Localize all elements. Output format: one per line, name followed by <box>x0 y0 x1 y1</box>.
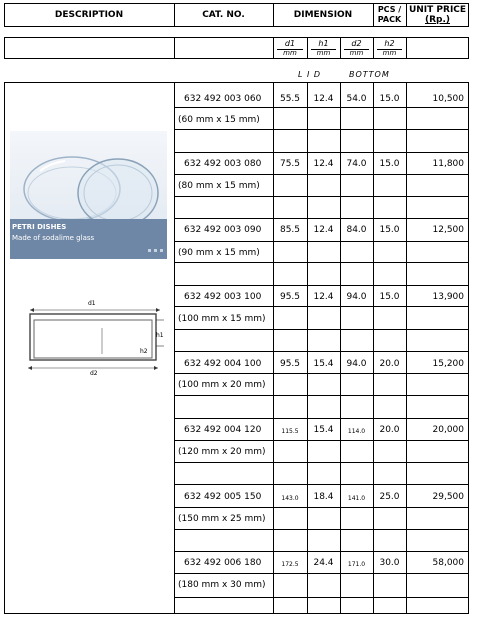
row-divider <box>174 484 469 485</box>
cat-no-header: CAT. NO. <box>202 10 245 20</box>
pcs-pack-line2: PACK <box>377 15 402 24</box>
h2-value: 15.0 <box>379 292 400 302</box>
diagram-h1: h1 <box>156 332 164 339</box>
row-divider <box>174 529 469 530</box>
row-divider <box>174 373 469 374</box>
row-divider <box>174 107 469 108</box>
price-value: 15,200 <box>432 359 464 369</box>
row-divider <box>174 551 469 552</box>
h1-label: h1 <box>318 39 329 48</box>
d1-label: d1 <box>284 39 296 48</box>
cat-no: 632 492 004 120 <box>184 425 262 435</box>
pcs-pack-header <box>373 3 406 27</box>
subheader-divider <box>174 37 175 59</box>
d1-value: 75.5 <box>279 159 301 169</box>
size-text: (120 mm x 20 mm) <box>178 447 266 457</box>
price-value: 11,800 <box>432 159 464 169</box>
row-divider <box>174 597 469 598</box>
row-divider <box>174 306 469 307</box>
h2-value: 20.0 <box>379 359 400 369</box>
row-divider <box>174 285 469 286</box>
diagram-d2: d2 <box>90 370 98 377</box>
product-photo <box>10 131 167 259</box>
d1-value: 95.5 <box>279 292 301 302</box>
photo-subtitle: Made of sodalime glass <box>12 234 95 242</box>
cat-no: 632 492 003 090 <box>184 225 262 235</box>
d2-value: 114.0 <box>347 428 366 435</box>
h2-unit: mm <box>382 49 397 57</box>
photo-title: PETRI DISHES <box>12 223 67 231</box>
row-divider <box>174 395 469 396</box>
size-text: (180 mm x 30 mm) <box>178 580 266 590</box>
diagram-d1: d1 <box>88 300 96 307</box>
h2-value: 25.0 <box>379 492 400 502</box>
price-value: 13,900 <box>432 292 464 302</box>
petri-dish-diagram <box>24 298 166 380</box>
h1-unit: mm <box>316 49 331 57</box>
h2-value: 15.0 <box>379 159 400 169</box>
cat-no: 632 492 003 080 <box>184 159 262 169</box>
price-value: 29,500 <box>432 492 464 502</box>
h1-value: 12.4 <box>313 225 334 235</box>
unit-price-line2: (Rp.) <box>424 15 451 25</box>
h1-value: 12.4 <box>313 292 334 302</box>
h1-value: 12.4 <box>313 94 334 104</box>
size-text: (150 mm x 25 mm) <box>178 514 266 524</box>
cat-no: 632 492 005 150 <box>184 492 262 502</box>
price-value: 20,000 <box>432 425 464 435</box>
row-divider <box>174 152 469 153</box>
diagram-h2: h2 <box>140 348 148 355</box>
d2-label: d2 <box>351 39 362 48</box>
h2-value: 30.0 <box>379 558 400 568</box>
row-divider <box>174 262 469 263</box>
column-divider <box>174 82 175 614</box>
cat-no: 632 492 006 180 <box>184 558 262 568</box>
unit-price-header <box>406 3 469 27</box>
d1-value: 115.5 <box>281 428 299 435</box>
h1-value: 24.4 <box>313 558 334 568</box>
bottom-label: BOTTOM <box>349 70 390 79</box>
unit-price-line1: UNIT PRICE <box>408 5 467 15</box>
cat-no: 632 492 004 100 <box>184 359 262 369</box>
row-divider <box>174 196 469 197</box>
size-text: (60 mm x 15 mm) <box>178 115 260 125</box>
h2-value: 20.0 <box>379 425 400 435</box>
d1-unit: mm <box>283 49 297 57</box>
row-divider <box>174 462 469 463</box>
h2-value: 15.0 <box>379 94 400 104</box>
h1-value: 15.4 <box>313 425 334 435</box>
price-value: 10,500 <box>432 94 464 104</box>
h2-label: h2 <box>384 39 395 48</box>
lid-label: L I D <box>298 70 322 79</box>
row-divider <box>174 507 469 508</box>
d1-value: 172.5 <box>281 561 299 568</box>
d2-value: 84.0 <box>346 225 367 235</box>
d2-unit: mm <box>349 49 364 57</box>
description-header: DESCRIPTION <box>54 10 124 20</box>
row-divider <box>174 241 469 242</box>
dimension-header: DIMENSION <box>293 10 353 20</box>
size-text: (100 mm x 15 mm) <box>178 314 266 324</box>
row-divider <box>174 129 469 130</box>
d1-value: 95.5 <box>279 359 301 369</box>
pcs-pack-line1: PCS / <box>377 5 402 14</box>
price-value: 58,000 <box>432 558 464 568</box>
d1-value: 143.0 <box>281 495 299 502</box>
d2-value: 141.0 <box>347 495 366 502</box>
d1-value: 55.5 <box>279 94 301 104</box>
d2-value: 74.0 <box>346 159 367 169</box>
price-value: 12,500 <box>432 225 464 235</box>
size-text: (80 mm x 15 mm) <box>178 181 260 191</box>
row-divider <box>174 218 469 219</box>
d2-value: 171.0 <box>347 561 366 568</box>
size-text: (90 mm x 15 mm) <box>178 248 260 258</box>
h1-value: 15.4 <box>313 359 334 369</box>
cat-no: 632 492 003 060 <box>184 94 262 104</box>
d2-value: 54.0 <box>346 94 367 104</box>
h1-value: 12.4 <box>313 159 334 169</box>
cat-no: 632 492 003 100 <box>184 292 262 302</box>
d2-value: 94.0 <box>346 359 367 369</box>
h2-value: 15.0 <box>379 225 400 235</box>
d2-value: 94.0 <box>346 292 367 302</box>
row-divider <box>174 174 469 175</box>
subheader-divider <box>406 37 407 59</box>
size-text: (100 mm x 20 mm) <box>178 380 266 390</box>
row-divider <box>174 418 469 419</box>
h1-value: 18.4 <box>313 492 334 502</box>
row-divider <box>174 329 469 330</box>
row-divider <box>174 440 469 441</box>
d1-value: 85.5 <box>279 225 301 235</box>
row-divider <box>174 573 469 574</box>
row-divider <box>174 351 469 352</box>
dimension-diagram <box>24 298 166 380</box>
